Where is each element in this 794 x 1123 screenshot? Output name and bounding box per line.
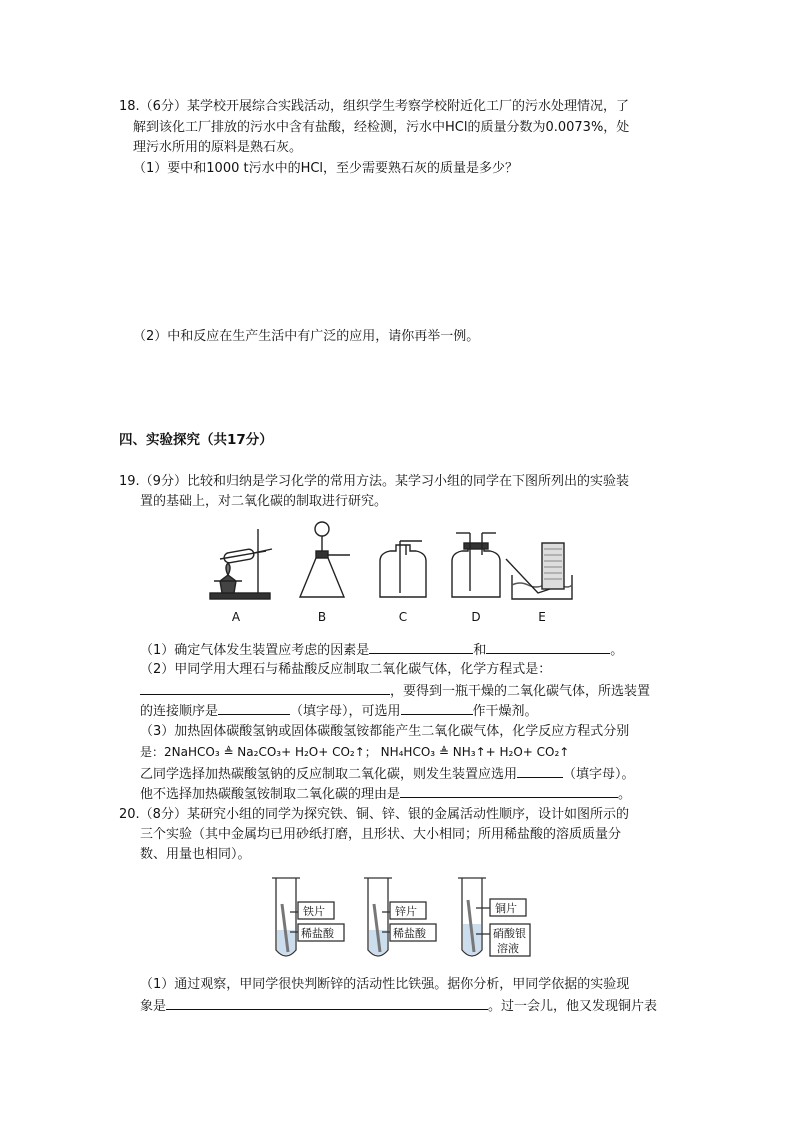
tube3-metal-label: 铜片 <box>495 902 517 915</box>
q19-s3-end: 。 <box>618 787 632 802</box>
q20-line3: 数、用量也相同）。 <box>140 847 251 862</box>
q18-sub1: （1）要中和1000 t污水中的HCl，至少需要熟石灰的质量是多少？ <box>133 161 519 176</box>
apparatus-label-c: C <box>398 610 408 624</box>
answer-blank[interactable] <box>140 681 390 695</box>
q19-s2-text: ，要得到一瓶干燥的二氧化碳气体，所选装置 <box>390 684 651 699</box>
q19-s1-and: 和 <box>473 643 487 658</box>
q19-s1-end: 。 <box>610 643 624 658</box>
q19-line1: 19.（9分）比较和归纳是学习化学的常用方法。某学习小组的同学在下图所列出的实验装 <box>119 474 629 489</box>
q19-s3-choice: 乙同学选择加热碳酸氢钠的反应制取二氧化碳，则发生装置应选用 <box>140 767 518 782</box>
apparatus-label-a: A <box>231 610 241 624</box>
answer-blank[interactable] <box>166 996 488 1010</box>
tube2-solution-label: 稀盐酸 <box>393 927 426 940</box>
q19-s3-line3 <box>140 764 635 784</box>
q20-s1-suffix: 。过一会儿，他又发现铜片表 <box>488 999 658 1014</box>
q19-s2-line2 <box>140 681 650 701</box>
q19-s1 <box>140 640 623 660</box>
apparatus-b-icon <box>300 522 350 597</box>
answer-blank[interactable] <box>486 640 610 654</box>
q19-s2-line3 <box>140 701 538 721</box>
q20-s1-prefix: 象是 <box>140 999 167 1014</box>
apparatus-a-icon <box>210 529 272 599</box>
answer-blank[interactable] <box>400 784 618 798</box>
apparatus-figure <box>200 515 580 627</box>
q19-s3-fill: （填字母）。 <box>563 767 635 782</box>
q19-s3-line1: （3）加热固体碳酸氢钠或固体碳酸氢铵都能产生二氧化碳气体，化学反应方程式分别 <box>140 724 630 739</box>
q20-s1-line2 <box>140 996 657 1016</box>
q18-line1: 18.（6分）某学校开展综合实践活动，组织学生考察学校附近化工厂的污水处理情况，了 <box>119 99 629 114</box>
section-heading: 四、实验探究（共17分） <box>119 432 273 448</box>
test-tubes-figure <box>268 874 538 964</box>
test-tube-icon <box>272 878 300 956</box>
test-tube-icon <box>458 878 490 956</box>
q19-s2-line1: （2）甲同学用大理石与稀盐酸反应制取二氧化碳气体，化学方程式是： <box>140 662 552 677</box>
q19-line2: 置的基础上，对二氧化碳的制取进行研究。 <box>140 494 388 509</box>
answer-blank[interactable] <box>401 701 473 715</box>
apparatus-e-icon <box>506 543 572 599</box>
q20-line2: 三个实验（其中金属均已用砂纸打磨，且形状、大小相同；所用稀盐酸的溶质质量分 <box>140 827 622 842</box>
q19-s1-text: （1）确定气体发生装置应考虑的因素是 <box>140 643 370 658</box>
q20-s1-line1: （1）通过观察，甲同学很快判断锌的活动性比铁强。据你分析，甲同学依据的实验现 <box>140 977 630 992</box>
apparatus-label-b: B <box>317 610 327 624</box>
tube3-solution-label-2: 溶液 <box>497 942 519 955</box>
q19-s2-desiccant: 作干燥剂。 <box>472 704 538 719</box>
q19-s2-fill: （填字母），可选用 <box>290 704 401 719</box>
tube1-metal-label: 铁片 <box>303 905 325 918</box>
tube1-solution-label: 稀盐酸 <box>301 927 334 940</box>
q18-sub2: （2）中和反应在生产生活中有广泛的应用，请你再举一例。 <box>133 329 480 344</box>
apparatus-c-icon <box>380 541 426 597</box>
answer-blank[interactable] <box>218 701 290 715</box>
q18-line2: 解到该化工厂排放的污水中含有盐酸，经检测，污水中HCl的质量分数为0.0073%，处 <box>133 120 630 135</box>
tube2-metal-label: 锌片 <box>395 905 417 918</box>
apparatus-label-e: E <box>538 610 546 624</box>
apparatus-d-icon <box>452 533 500 597</box>
q18-line3: 理污水所用的原料是熟石灰。 <box>133 140 303 155</box>
q19-s3-equations: 是：2NaHCO₃ ≜ Na₂CO₃+ H₂O+ CO₂↑； NH₄HCO₃ ≜ NH₃↑+ H₂O+ CO₂↑ <box>140 745 570 759</box>
tube3-solution-label: 硝酸银 <box>493 927 526 940</box>
answer-blank[interactable] <box>369 640 473 654</box>
answer-blank[interactable] <box>517 764 563 778</box>
q20-line1: 20.（8分）某研究小组的同学为探究铁、铜、锌、银的金属活动性顺序，设计如图所示的 <box>119 807 629 822</box>
q19-s2-order: 的连接顺序是 <box>140 704 219 719</box>
q19-s3-reason: 他不选择加热碳酸氢铵制取二氧化碳的理由是 <box>140 787 401 802</box>
test-tube-icon <box>364 878 392 956</box>
q19-s3-line4 <box>140 784 631 804</box>
apparatus-label-d: D <box>471 610 481 624</box>
